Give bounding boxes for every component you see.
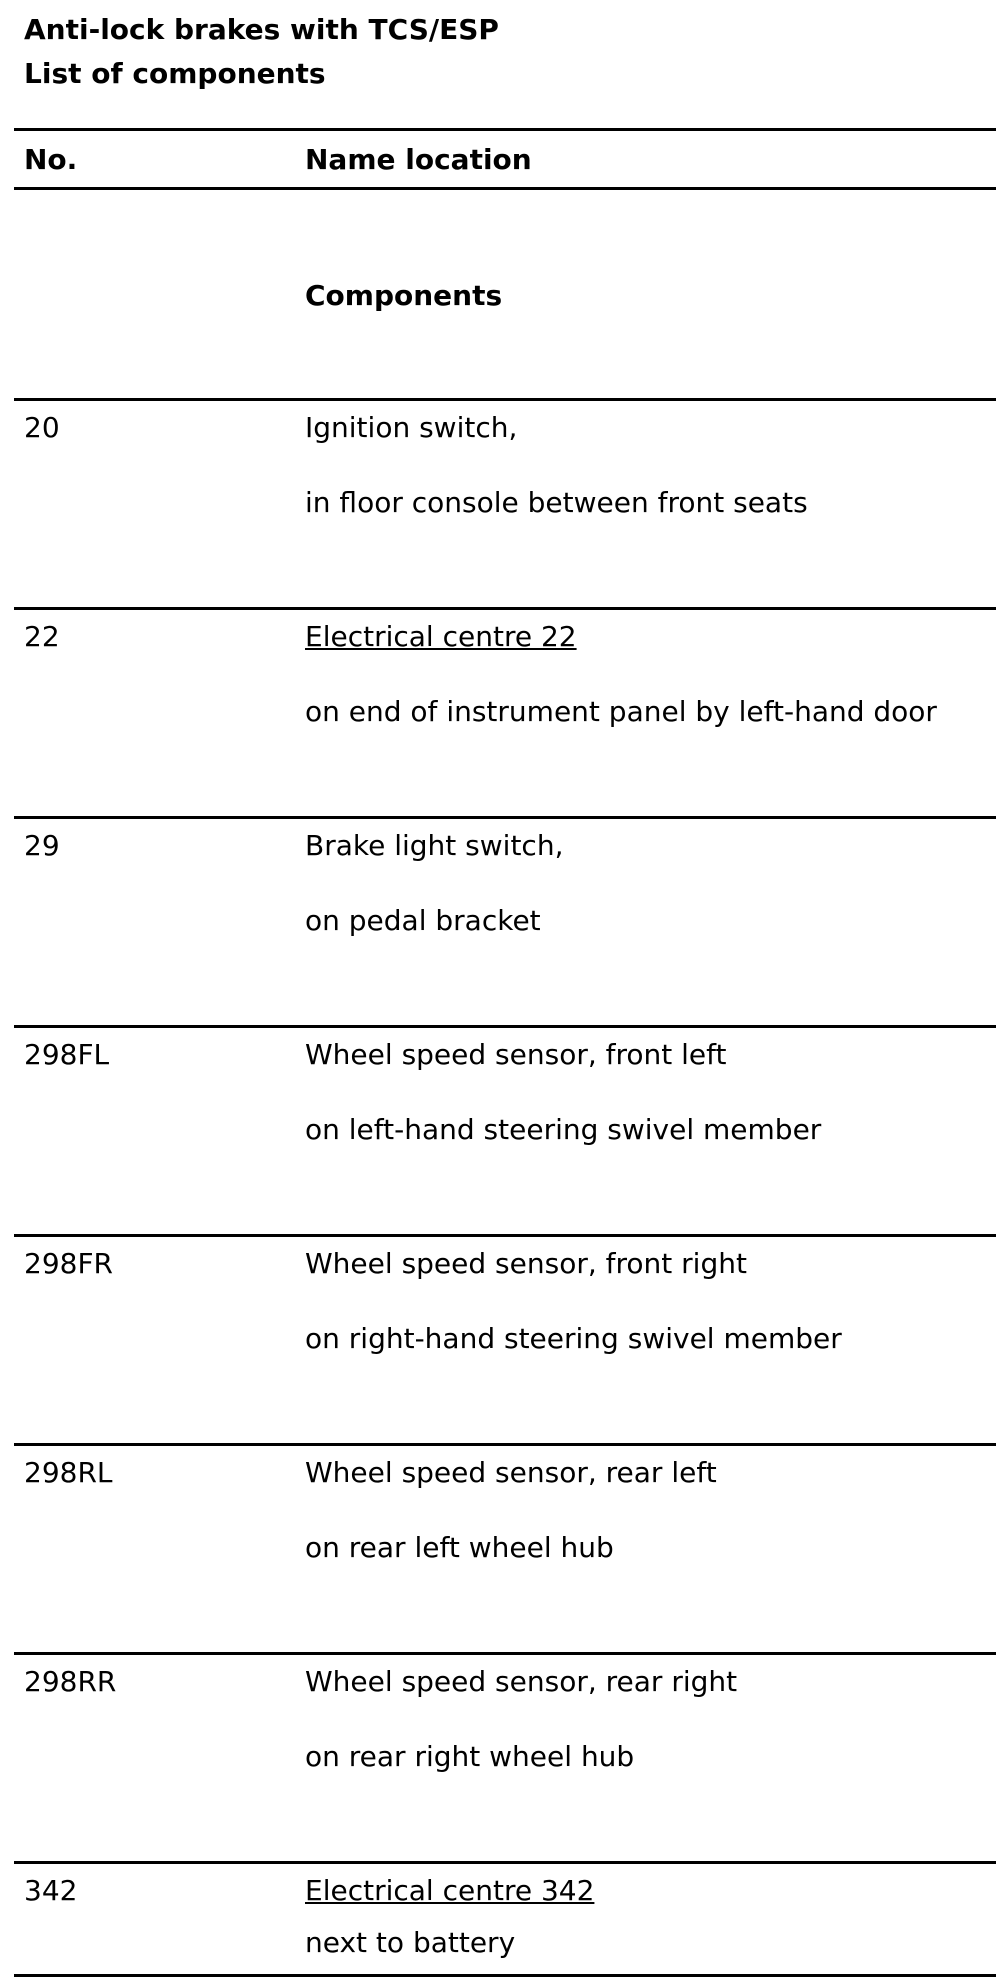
title-line-2: List of components	[24, 57, 326, 90]
component-name: Wheel speed sensor, front left	[305, 1038, 727, 1071]
component-location: on right-hand steering swivel member	[305, 1322, 842, 1355]
component-number: 298RR	[24, 1665, 117, 1698]
table-row	[0, 1236, 1008, 1445]
column-header-name-location: Name location	[305, 143, 532, 176]
component-name: Brake light switch,	[305, 829, 564, 862]
table-row	[0, 400, 1008, 609]
component-location: in floor console between front seats	[305, 486, 808, 519]
header-top-rule	[14, 128, 996, 131]
header-bottom-rule	[14, 187, 996, 190]
column-header-no: No.	[24, 143, 78, 176]
table-row	[0, 1654, 1008, 1863]
table-row	[0, 1445, 1008, 1654]
table-row	[0, 1863, 1008, 1973]
component-location: on rear right wheel hub	[305, 1740, 635, 1773]
component-number: 29	[24, 829, 60, 862]
component-location: next to battery	[305, 1926, 516, 1959]
component-name: Ignition switch,	[305, 411, 518, 444]
component-number: 20	[24, 411, 60, 444]
component-number: 342	[24, 1874, 78, 1907]
component-location: on pedal bracket	[305, 904, 541, 937]
component-name: Wheel speed sensor, rear right	[305, 1665, 738, 1698]
component-location: on left-hand steering swivel member	[305, 1113, 822, 1146]
component-location: on rear left wheel hub	[305, 1531, 614, 1564]
title-line-1: Anti-lock brakes with TCS/ESP	[24, 13, 499, 46]
table-bottom-rule	[14, 1974, 996, 1977]
component-name: Wheel speed sensor, rear left	[305, 1456, 717, 1489]
table-row	[0, 609, 1008, 818]
component-name-link[interactable]: Electrical centre 22	[305, 620, 577, 653]
section-label-components: Components	[305, 279, 503, 312]
table-row	[0, 818, 1008, 1027]
component-location: on end of instrument panel by left-hand door	[305, 695, 937, 728]
component-number: 298FL	[24, 1038, 110, 1071]
table-row	[0, 1027, 1008, 1236]
component-name-link[interactable]: Electrical centre 342	[305, 1874, 595, 1907]
component-number: 298RL	[24, 1456, 113, 1489]
document-title	[24, 8, 499, 96]
component-number: 22	[24, 620, 60, 653]
component-number: 298FR	[24, 1247, 114, 1280]
component-name: Wheel speed sensor, front right	[305, 1247, 747, 1280]
